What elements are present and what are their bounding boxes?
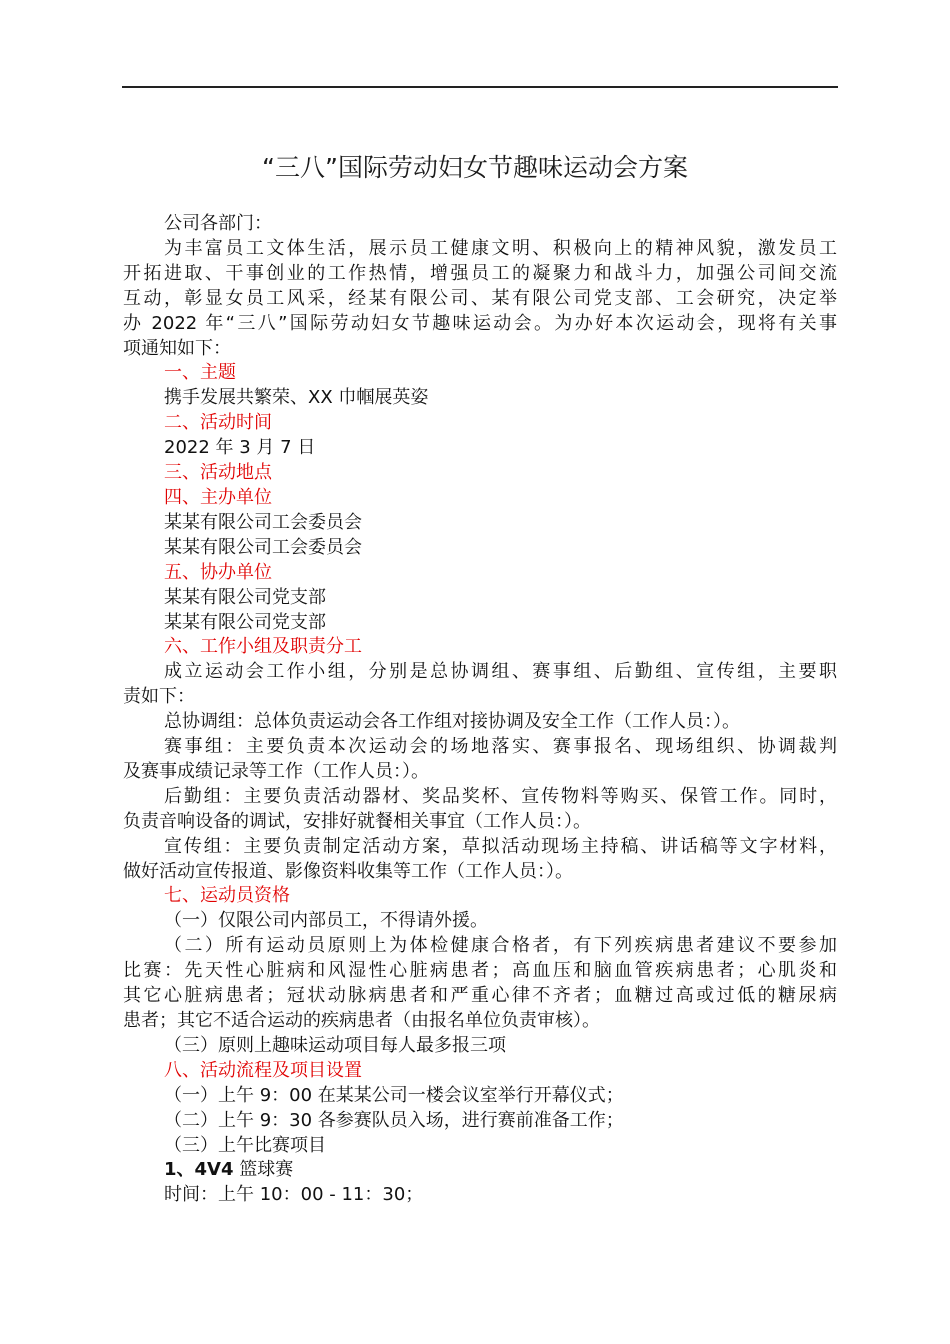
section-heading-work-groups: 六、工作小组及职责分工: [164, 636, 362, 658]
event-item-name: 篮球赛: [233, 1159, 294, 1181]
organizer-name: 某某有限公司工会委员会: [164, 536, 362, 558]
theme-text: 携手发展共繁荣、XX 巾帼展英姿: [164, 387, 429, 409]
publicity-group-line: 做好活动宣传报道、影像资料收集等工作（工作人员：）。: [123, 860, 573, 882]
work-groups-intro-line: 责如下：: [123, 686, 195, 708]
salutation: 公司各部门：: [164, 213, 272, 234]
eligibility-line: 患者；其它不适合运动的疾病患者（由报名单位负责审核）。: [123, 1010, 600, 1031]
document-body: [123, 212, 837, 1208]
eligibility-line: 比赛：先天性心脏病和风湿性心脏病患者；高血压和脑血管疾病患者；心肌炎和: [123, 960, 837, 982]
organizer-name: 某某有限公司工会委员会: [164, 511, 362, 533]
section-heading-eligibility: 七、运动员资格: [164, 885, 290, 907]
coordination-group-line: 总协调组：总体负责运动会各工作组对接协调及安全工作（工作人员：）。: [164, 711, 740, 733]
section-heading-time: 二、活动时间: [164, 412, 272, 434]
intro-line: 办 2022 年“三八”国际劳动妇女节趣味运动会。为办好本次运动会，现将有关事: [123, 312, 837, 334]
event-group-line: 赛事组：主要负责本次运动会的场地落实、赛事报名、现场组织、协调裁判: [164, 736, 837, 758]
event-item-number: 1、4V4: [164, 1159, 234, 1181]
header-rule: [122, 86, 838, 88]
intro-line: 项通知如下：: [123, 337, 231, 359]
eligibility-line: （一）仅限公司内部员工，不得请外援。: [164, 910, 488, 932]
document-title: “三八”国际劳动妇女节趣味运动会方案: [262, 153, 688, 182]
co-organizer-name: 某某有限公司党支部: [164, 586, 326, 608]
event-group-line: 及赛事成绩记录等工作（工作人员：）。: [123, 760, 429, 782]
logistics-group-line: 后勤组：主要负责活动器材、奖品奖杯、宣传物料等购买、保管工作。同时，: [164, 785, 837, 807]
eligibility-line: 其它心脏病患者；冠状动脉病患者和严重心律不齐者；血糖过高或过低的糖尿病: [123, 985, 837, 1007]
intro-line: 开拓进取、干事创业的工作热情，增强员工的凝聚力和战斗力，加强公司间交流: [123, 262, 837, 284]
logistics-group-line: 负责音响设备的调试，安排好就餐相关事宜（工作人员：）。: [123, 810, 591, 832]
event-item-title: [123, 1158, 837, 1183]
intro-line: 为丰富员工文体生活，展示员工健康文明、积极向上的精神风貌，激发员工: [164, 237, 837, 259]
event-date: 2022 年 3 月 7 日: [164, 437, 316, 459]
eligibility-line: （二）所有运动员原则上为体检健康合格者，有下列疾病患者建议不要参加: [164, 935, 837, 957]
section-heading-schedule: 八、活动流程及项目设置: [164, 1059, 362, 1081]
event-item-time: 时间：上午 10：00 - 11：30；: [164, 1184, 424, 1206]
work-groups-intro-line: 成立运动会工作小组，分别是总协调组、赛事组、后勤组、宣传组，主要职: [164, 661, 837, 683]
section-heading-organizer: 四、主办单位: [164, 486, 272, 508]
schedule-line: （一）上午 9：00 在某某公司一楼会议室举行开幕仪式；: [164, 1084, 624, 1106]
publicity-group-line: 宣传组：主要负责制定活动方案，草拟活动现场主持稿、讲话稿等文字材料，: [164, 835, 837, 857]
section-heading-theme: 一、主题: [164, 362, 236, 384]
co-organizer-name: 某某有限公司党支部: [164, 611, 326, 633]
section-heading-co-organizer: 五、协办单位: [164, 561, 272, 583]
schedule-line: （三）上午比赛项目: [164, 1134, 326, 1156]
schedule-line: （二）上午 9：30 各参赛队员入场，进行赛前准备工作；: [164, 1109, 624, 1131]
intro-line: 互动，彰显女员工风采，经某有限公司、某有限公司党支部、工会研究，决定举: [123, 287, 837, 309]
section-heading-location: 三、活动地点: [164, 462, 272, 484]
eligibility-line: （三）原则上趣味运动项目每人最多报三项: [164, 1034, 506, 1056]
